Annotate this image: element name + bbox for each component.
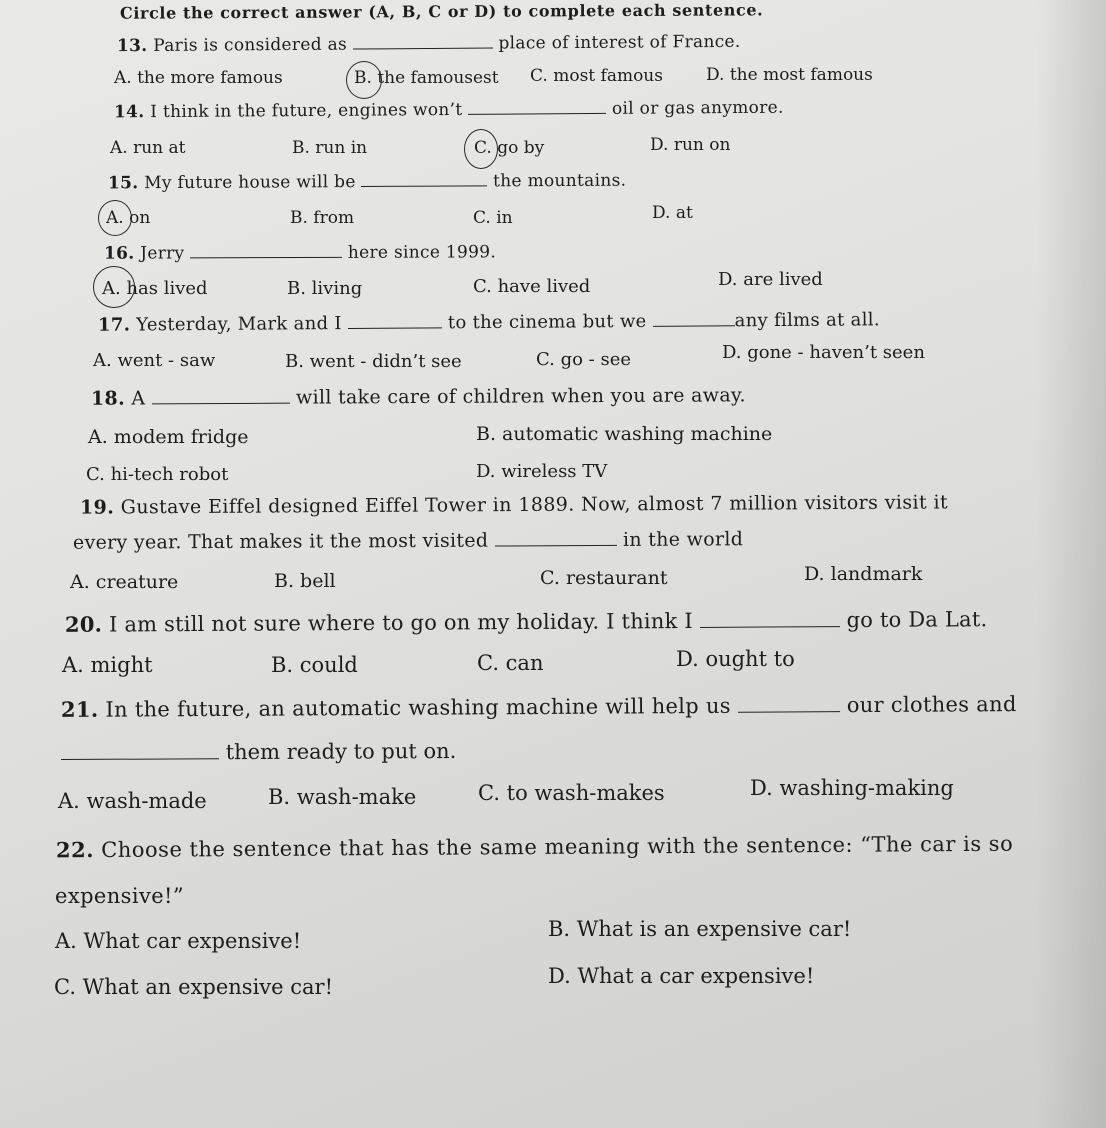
question-text: in the world [622, 528, 744, 551]
option-d[interactable]: D. washing-making [750, 776, 954, 800]
option-d[interactable]: D. run on [650, 135, 731, 155]
question-text: to the cinema but we [447, 310, 647, 334]
answer-blank [61, 757, 219, 760]
question-text: here since 1999. [347, 242, 497, 263]
question-17 [98, 311, 880, 334]
option-a[interactable]: A. has lived [102, 278, 208, 299]
question-text: Yesterday, Mark and I [136, 313, 342, 336]
answer-blank [738, 710, 840, 713]
question-text: Jerry [140, 243, 185, 264]
question-text: go to Da Lat. [846, 607, 988, 633]
answer-blank [353, 47, 493, 50]
option-c[interactable]: C. restaurant [540, 567, 668, 589]
question-number: 15. [107, 173, 139, 194]
question-text: I think in the future, engines won’t [150, 99, 463, 123]
question-21-line-2 [61, 738, 457, 765]
option-b[interactable]: B. bell [274, 570, 336, 592]
option-b[interactable]: B. the famousest [354, 68, 499, 88]
option-b[interactable]: B. could [271, 653, 358, 677]
question-number: 19. [79, 496, 115, 519]
question-14 [113, 97, 784, 123]
option-c[interactable]: C. most famous [530, 66, 663, 86]
question-text: My future house will be [144, 172, 356, 194]
option-d[interactable]: D. gone - haven’t seen [722, 342, 925, 363]
option-a[interactable]: A. might [62, 653, 153, 677]
question-number: 13. [116, 35, 148, 57]
option-d[interactable]: D. What a car expensive! [548, 964, 815, 988]
option-a[interactable]: A. on [106, 208, 151, 228]
answer-blank [190, 256, 342, 259]
answer-blank [361, 184, 487, 187]
question-19-line-1 [80, 493, 948, 517]
question-number: 16. [103, 243, 135, 264]
option-b[interactable]: B. automatic washing machine [476, 423, 773, 445]
question-text: Choose the sentence that has the same meaning with the sentence: “The car is so [101, 831, 1014, 863]
option-c[interactable]: C. to wash-makes [478, 781, 665, 805]
instruction-heading: Circle the correct answer (A, B, C or D) to complete each sentence. [119, 0, 764, 23]
question-number: 22. [55, 837, 95, 863]
answer-blank [468, 112, 606, 115]
option-a[interactable]: A. went - saw [93, 350, 216, 371]
option-b[interactable]: B. wash-make [268, 785, 417, 809]
option-c[interactable]: C. have lived [473, 276, 591, 297]
option-d[interactable]: D. landmark [804, 563, 923, 585]
answer-blank [495, 544, 617, 547]
question-22-line-2: expensive!” [55, 884, 185, 908]
question-text: them ready to put on. [225, 738, 457, 765]
option-d[interactable]: D. wireless TV [476, 461, 608, 482]
question-text: Gustave Eiffel designed Eiffel Tower in 1889. Now, almost 7 million visitors visit it [120, 491, 949, 519]
question-text: oil or gas anymore. [611, 97, 784, 119]
question-number: 17. [97, 314, 131, 336]
answer-blank [348, 326, 442, 329]
answer-blank [700, 625, 840, 628]
option-d[interactable]: D. are lived [718, 269, 823, 290]
question-15 [107, 170, 627, 194]
option-b[interactable]: B. living [287, 278, 363, 299]
option-b[interactable]: B. What is an expensive car! [548, 917, 852, 941]
question-text: will take care of children when you are away. [295, 384, 746, 409]
option-a[interactable]: A. What car expensive! [55, 929, 302, 953]
option-a[interactable]: A. wash-made [58, 789, 207, 813]
option-c[interactable]: C. hi-tech robot [86, 464, 229, 485]
option-c[interactable]: C. can [477, 651, 544, 675]
question-20 [65, 608, 987, 636]
option-c[interactable]: C. go by [474, 138, 545, 158]
question-text: place of interest of France. [498, 31, 741, 54]
question-text: Paris is considered as [153, 34, 348, 56]
option-b[interactable]: B. run in [292, 138, 368, 158]
question-19-line-2 [73, 530, 743, 553]
question-number: 14. [113, 102, 145, 123]
question-text: the mountains. [493, 170, 627, 192]
question-number: 21. [60, 696, 99, 722]
question-13 [116, 31, 741, 57]
question-22-line-1 [56, 833, 1013, 862]
question-21 [61, 693, 1017, 721]
answer-blank [152, 402, 290, 405]
option-c[interactable]: C. go - see [536, 349, 632, 370]
option-d[interactable]: D. the most famous [706, 65, 873, 85]
option-b[interactable]: B. went - didn’t see [285, 351, 462, 372]
question-text: In the future, an automatic washing machine will help us [105, 693, 731, 722]
question-number: 20. [64, 611, 103, 637]
question-18 [91, 386, 746, 408]
question-text: our clothes and [846, 692, 1017, 718]
option-c[interactable]: C. What an expensive car! [54, 975, 334, 999]
question-text: A [131, 387, 146, 410]
answer-blank [653, 324, 735, 327]
question-text: any films at all. [734, 309, 880, 332]
option-c[interactable]: C. in [473, 208, 513, 228]
option-a[interactable]: A. the more famous [114, 68, 283, 88]
option-a[interactable]: A. modem fridge [88, 426, 249, 448]
option-a[interactable]: A. run at [110, 138, 186, 158]
option-d[interactable]: D. ought to [676, 647, 795, 671]
question-text: every year. That makes it the most visited [72, 529, 489, 554]
option-a[interactable]: A. creature [70, 571, 179, 593]
question-text: I am still not sure where to go on my holiday. I think I [108, 608, 693, 637]
question-16 [104, 244, 496, 262]
option-d[interactable]: D. at [652, 203, 693, 223]
question-number: 18. [90, 387, 126, 410]
option-b[interactable]: B. from [290, 208, 355, 228]
